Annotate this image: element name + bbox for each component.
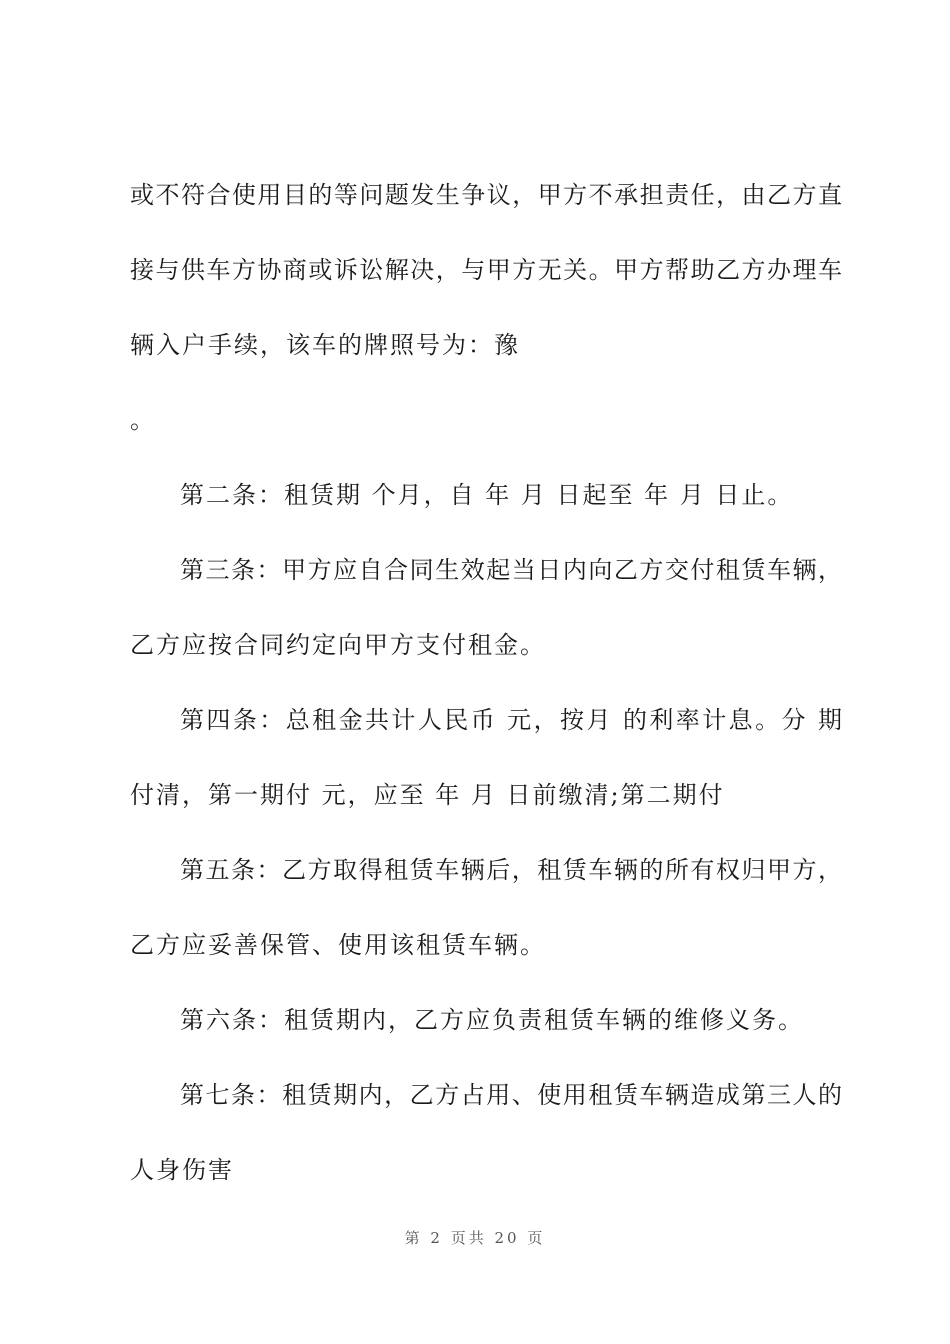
text-line: 乙方应妥善保管、使用该租赁车辆。 [130, 931, 546, 959]
text-line: 第七条：租赁期内，乙方占用、使用租赁车辆造成第三人的 [180, 1081, 842, 1109]
text-line: 接与供车方协商或诉讼解决，与甲方无关。甲方帮助乙方办理车 [130, 256, 842, 284]
text-line: 第二条：租赁期 个月，自 年 月 日起至 年 月 日止。 [180, 481, 794, 509]
text-line: 乙方应按合同约定向甲方支付租金。 [130, 631, 546, 659]
page-number-footer: 第 2 页共 20 页 [404, 1229, 546, 1247]
text-line: 。 [130, 406, 156, 434]
text-line: 或不符合使用目的等问题发生争议，甲方不承担责任，由乙方直 [130, 181, 842, 209]
text-line: 付清，第一期付 元，应至 年 月 日前缴清;第二期付 [130, 781, 725, 809]
text-line: 第五条：乙方取得租赁车辆后，租赁车辆的所有权归甲方， [180, 856, 842, 884]
text-line: 人身伤害 [130, 1156, 234, 1184]
text-line: 辆入户手续，该车的牌照号为：豫 [130, 331, 520, 359]
text-line: 第六条：租赁期内，乙方应负责租赁车辆的维修义务。 [180, 1006, 804, 1034]
text-line: 第三条：甲方应自合同生效起当日内向乙方交付租赁车辆， [180, 556, 842, 584]
text-line: 第四条：总租金共计人民币 元，按月 的利率计息。分 期 [180, 706, 842, 734]
